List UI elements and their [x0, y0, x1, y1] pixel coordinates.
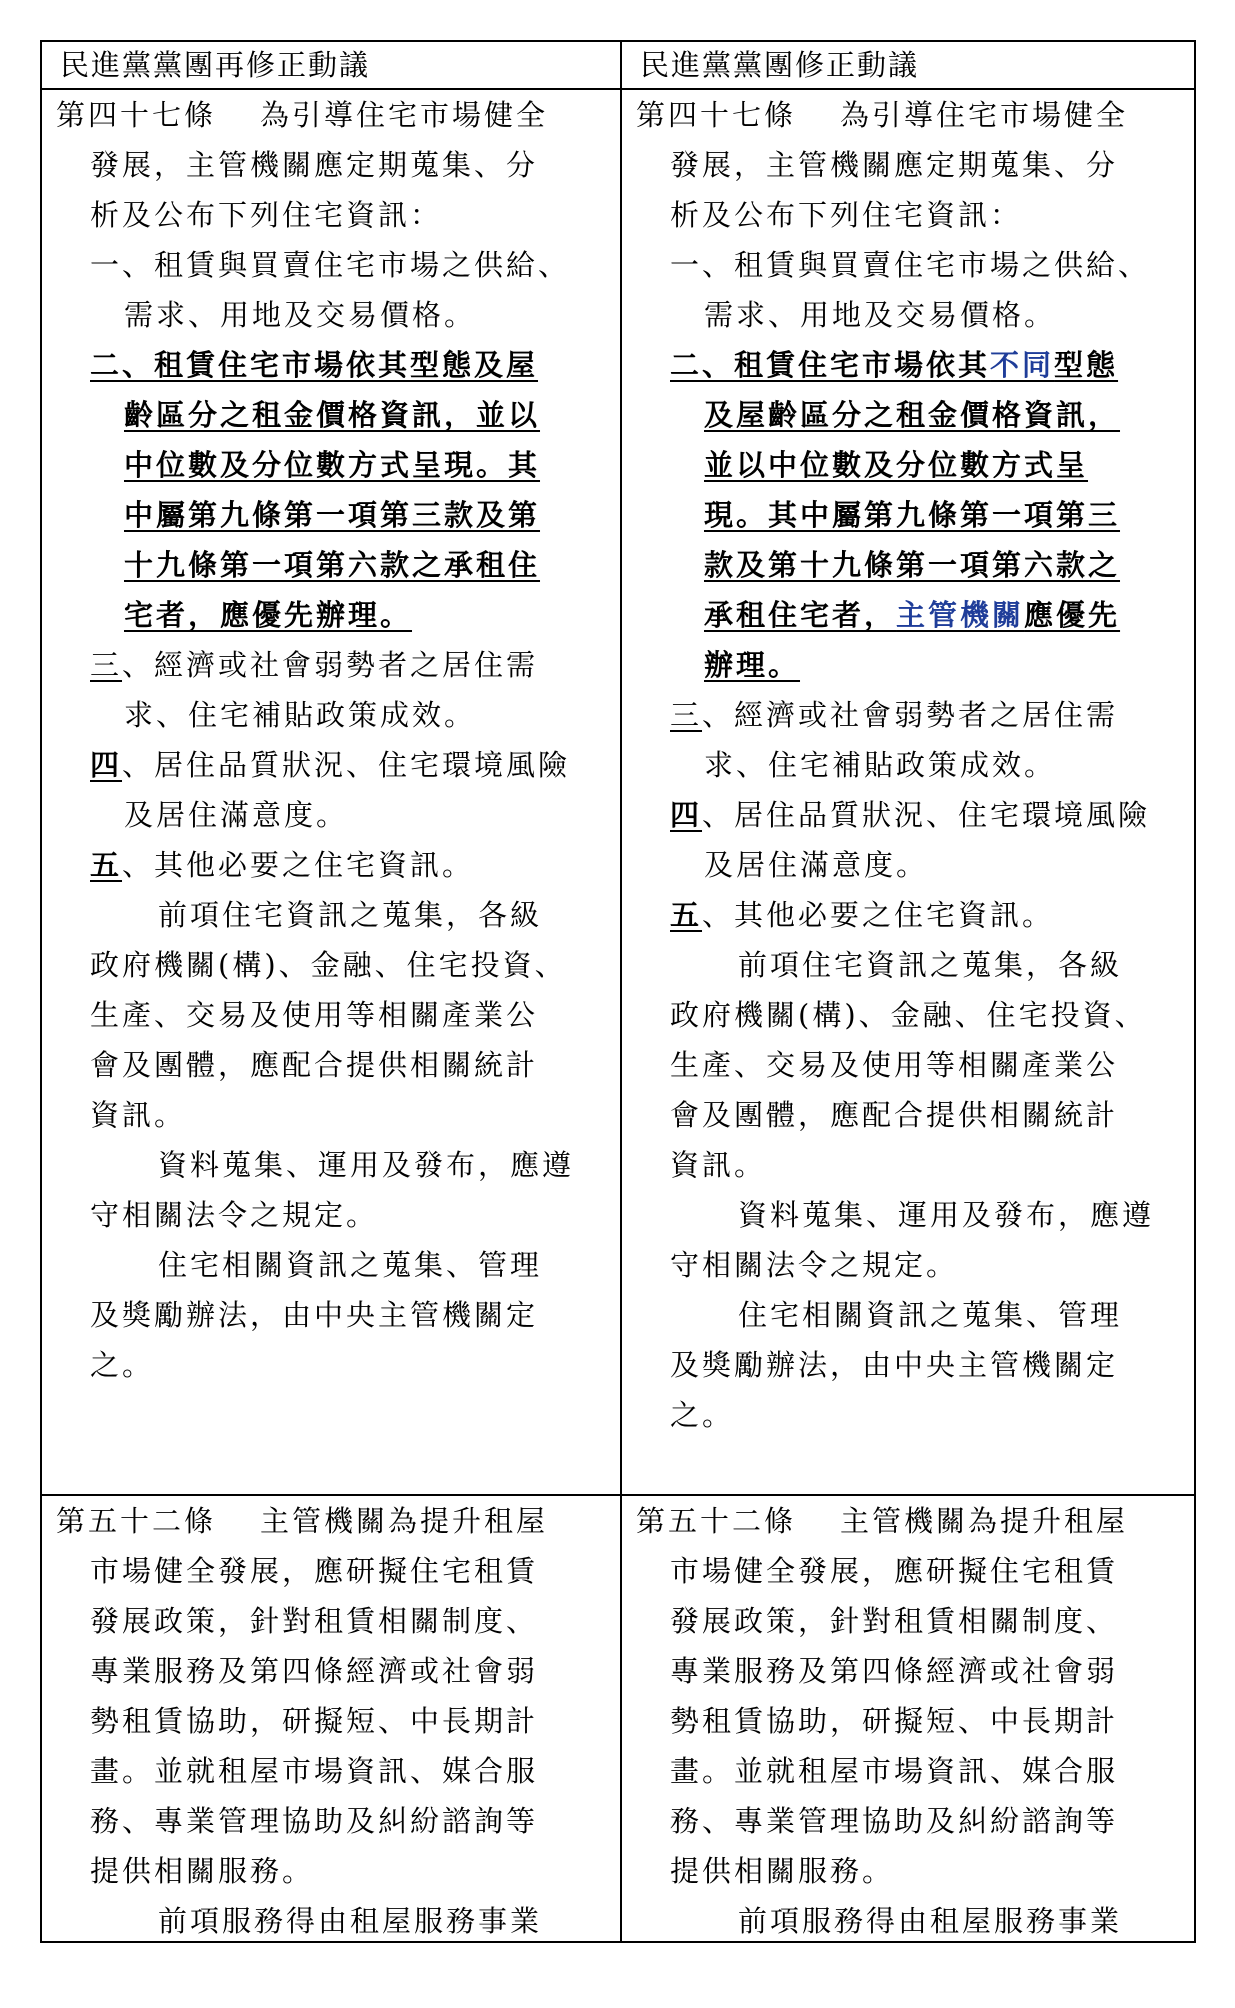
- right-article-47: [636, 90, 1186, 1440]
- item-4-number: 四: [90, 748, 123, 782]
- article-line: 第五十二條 主管機關為提升租屋: [636, 1504, 1129, 1538]
- item-5-line: 五、其他必要之住宅資訊。: [670, 898, 1055, 932]
- article-line: 務、專業管理協助及糾紛諮詢等: [670, 1804, 1119, 1838]
- item-5-number: 五: [90, 848, 123, 882]
- article-line: 發展，主管機關應定期蒐集、分: [90, 148, 539, 182]
- paragraph-line: 會及團體，應配合提供相關統計: [670, 1098, 1119, 1132]
- article-title: 第四十七條: [56, 98, 217, 132]
- item-2-line: 二、租賃住宅市場依其不同型態: [670, 348, 1119, 382]
- paragraph-line: 之。: [90, 1348, 155, 1382]
- article-title: 第五十二條: [636, 1504, 797, 1538]
- article-title: 第四十七條: [636, 98, 797, 132]
- paragraph-line: 及獎勵辦法，由中央主管機關定: [670, 1348, 1119, 1382]
- article-line: 發展政策，針對租賃相關制度、: [90, 1604, 539, 1638]
- article-line: 提供相關服務。: [90, 1854, 315, 1888]
- left-article-52: [56, 1496, 606, 1946]
- article-line: 第五十二條 主管機關為提升租屋: [56, 1504, 549, 1538]
- paragraph-line: 住宅相關資訊之蒐集、管理: [738, 1298, 1123, 1332]
- item-2-line: 中屬第九條第一項第三款及第: [124, 498, 541, 532]
- paragraph-line: 守相關法令之規定。: [670, 1248, 959, 1282]
- item-2-line: 款及第十九條第一項第六款之: [704, 548, 1121, 582]
- article-line: 第四十七條 為引導住宅市場健全: [56, 98, 549, 132]
- article-line: 專業服務及第四條經濟或社會弱: [90, 1654, 539, 1688]
- article-line: 市場健全發展，應研擬住宅租賃: [670, 1554, 1119, 1588]
- article-line: 畫。並就租屋市場資訊、媒合服: [90, 1754, 539, 1788]
- paragraph-line: 之。: [670, 1398, 735, 1432]
- item-4-line: 及居住滿意度。: [124, 798, 349, 832]
- article-line: 市場健全發展，應研擬住宅租賃: [90, 1554, 539, 1588]
- paragraph-line: 政府機關(構)、金融、住宅投資、: [90, 948, 567, 982]
- item-5-line: 五、其他必要之住宅資訊。: [90, 848, 475, 882]
- paragraph-line: 生產、交易及使用等相關產業公: [90, 998, 539, 1032]
- item-2-line: 齡區分之租金價格資訊，並以: [124, 398, 541, 432]
- paragraph-line: 前項服務得由租屋服務事業: [738, 1904, 1123, 1938]
- paragraph-line: 住宅相關資訊之蒐集、管理: [158, 1248, 543, 1282]
- article-line: 勢租賃協助，研擬短、中長期計: [670, 1704, 1119, 1738]
- paragraph-line: 生產、交易及使用等相關產業公: [670, 1048, 1119, 1082]
- article-line: 提供相關服務。: [670, 1854, 895, 1888]
- paragraph-line: 及獎勵辦法，由中央主管機關定: [90, 1298, 539, 1332]
- article-line: 第四十七條 為引導住宅市場健全: [636, 98, 1129, 132]
- paragraph-line: 守相關法令之規定。: [90, 1198, 379, 1232]
- left-article-52-cell: [42, 1496, 620, 1943]
- item-4-line: 四、居住品質狀況、住宅環境風險: [90, 748, 571, 782]
- item-4-number: 四: [670, 798, 703, 832]
- item-3-line: 三、經濟或社會弱勢者之居住需: [90, 648, 539, 682]
- item-2-line: 二、租賃住宅市場依其型態及屋: [90, 348, 539, 382]
- item-2-line: 及屋齡區分之租金價格資訊，: [704, 398, 1121, 432]
- item-1-line: 需求、用地及交易價格。: [704, 298, 1057, 332]
- right-article-52-cell: [622, 1496, 1200, 1943]
- item-1-line: 需求、用地及交易價格。: [124, 298, 477, 332]
- amended-text: 主管機關: [896, 598, 1025, 632]
- item-2-line: 十九條第一項第六款之承租住: [124, 548, 541, 582]
- paragraph-line: 資料蒐集、運用及發布，應遵: [158, 1148, 575, 1182]
- item-1-line: 一、租賃與買賣住宅市場之供給、: [90, 248, 571, 282]
- item-2-line: 宅者，應優先辦理。: [124, 598, 413, 632]
- paragraph-line: 前項服務得由租屋服務事業: [158, 1904, 543, 1938]
- right-article-52: [636, 1496, 1186, 1946]
- article-line: 析及公布下列住宅資訊：: [670, 198, 1023, 232]
- item-2-line: 承租住宅者，主管機關應優先: [704, 598, 1121, 632]
- paragraph-line: 資料蒐集、運用及發布，應遵: [738, 1198, 1155, 1232]
- article-line: 畫。並就租屋市場資訊、媒合服: [670, 1754, 1119, 1788]
- item-2-line: 辦理。: [704, 648, 801, 682]
- comparison-table: [40, 40, 1196, 1943]
- article-line: 析及公布下列住宅資訊：: [90, 198, 443, 232]
- left-article-47: [56, 90, 606, 1390]
- item-2-line: 並以中位數及分位數方式呈: [704, 448, 1089, 482]
- paragraph-line: 會及團體，應配合提供相關統計: [90, 1048, 539, 1082]
- paragraph-line: 前項住宅資訊之蒐集，各級: [738, 948, 1123, 982]
- item-3-number: 三: [90, 648, 123, 682]
- item-1-line: 一、租賃與買賣住宅市場之供給、: [670, 248, 1151, 282]
- item-3-number: 三: [670, 698, 703, 732]
- article-line: 勢租賃協助，研擬短、中長期計: [90, 1704, 539, 1738]
- item-3-line: 求、住宅補貼政策成效。: [704, 748, 1057, 782]
- item-2-line: 中位數及分位數方式呈現。其: [124, 448, 541, 482]
- paragraph-line: 前項住宅資訊之蒐集，各級: [158, 898, 543, 932]
- item-2-line: 現。其中屬第九條第一項第三: [704, 498, 1121, 532]
- article-title: 第五十二條: [56, 1504, 217, 1538]
- article-line: 務、專業管理協助及糾紛諮詢等: [90, 1804, 539, 1838]
- right-article-47-cell: [622, 90, 1200, 1494]
- article-line: 專業服務及第四條經濟或社會弱: [670, 1654, 1119, 1688]
- article-line: 發展政策，針對租賃相關制度、: [670, 1604, 1119, 1638]
- item-3-line: 三、經濟或社會弱勢者之居住需: [670, 698, 1119, 732]
- item-4-line: 及居住滿意度。: [704, 848, 929, 882]
- item-5-number: 五: [670, 898, 703, 932]
- paragraph-line: 資訊。: [90, 1098, 187, 1132]
- item-4-line: 四、居住品質狀況、住宅環境風險: [670, 798, 1151, 832]
- paragraph-line: 資訊。: [670, 1148, 767, 1182]
- article-line: 發展，主管機關應定期蒐集、分: [670, 148, 1119, 182]
- item-3-line: 求、住宅補貼政策成效。: [124, 698, 477, 732]
- header-left: 民進黨黨團再修正動議: [60, 48, 371, 82]
- paragraph-line: 政府機關(構)、金融、住宅投資、: [670, 998, 1147, 1032]
- header-right: 民進黨黨團修正動議: [640, 48, 920, 82]
- amended-text: 不同: [990, 348, 1055, 382]
- left-article-47-cell: [42, 90, 620, 1494]
